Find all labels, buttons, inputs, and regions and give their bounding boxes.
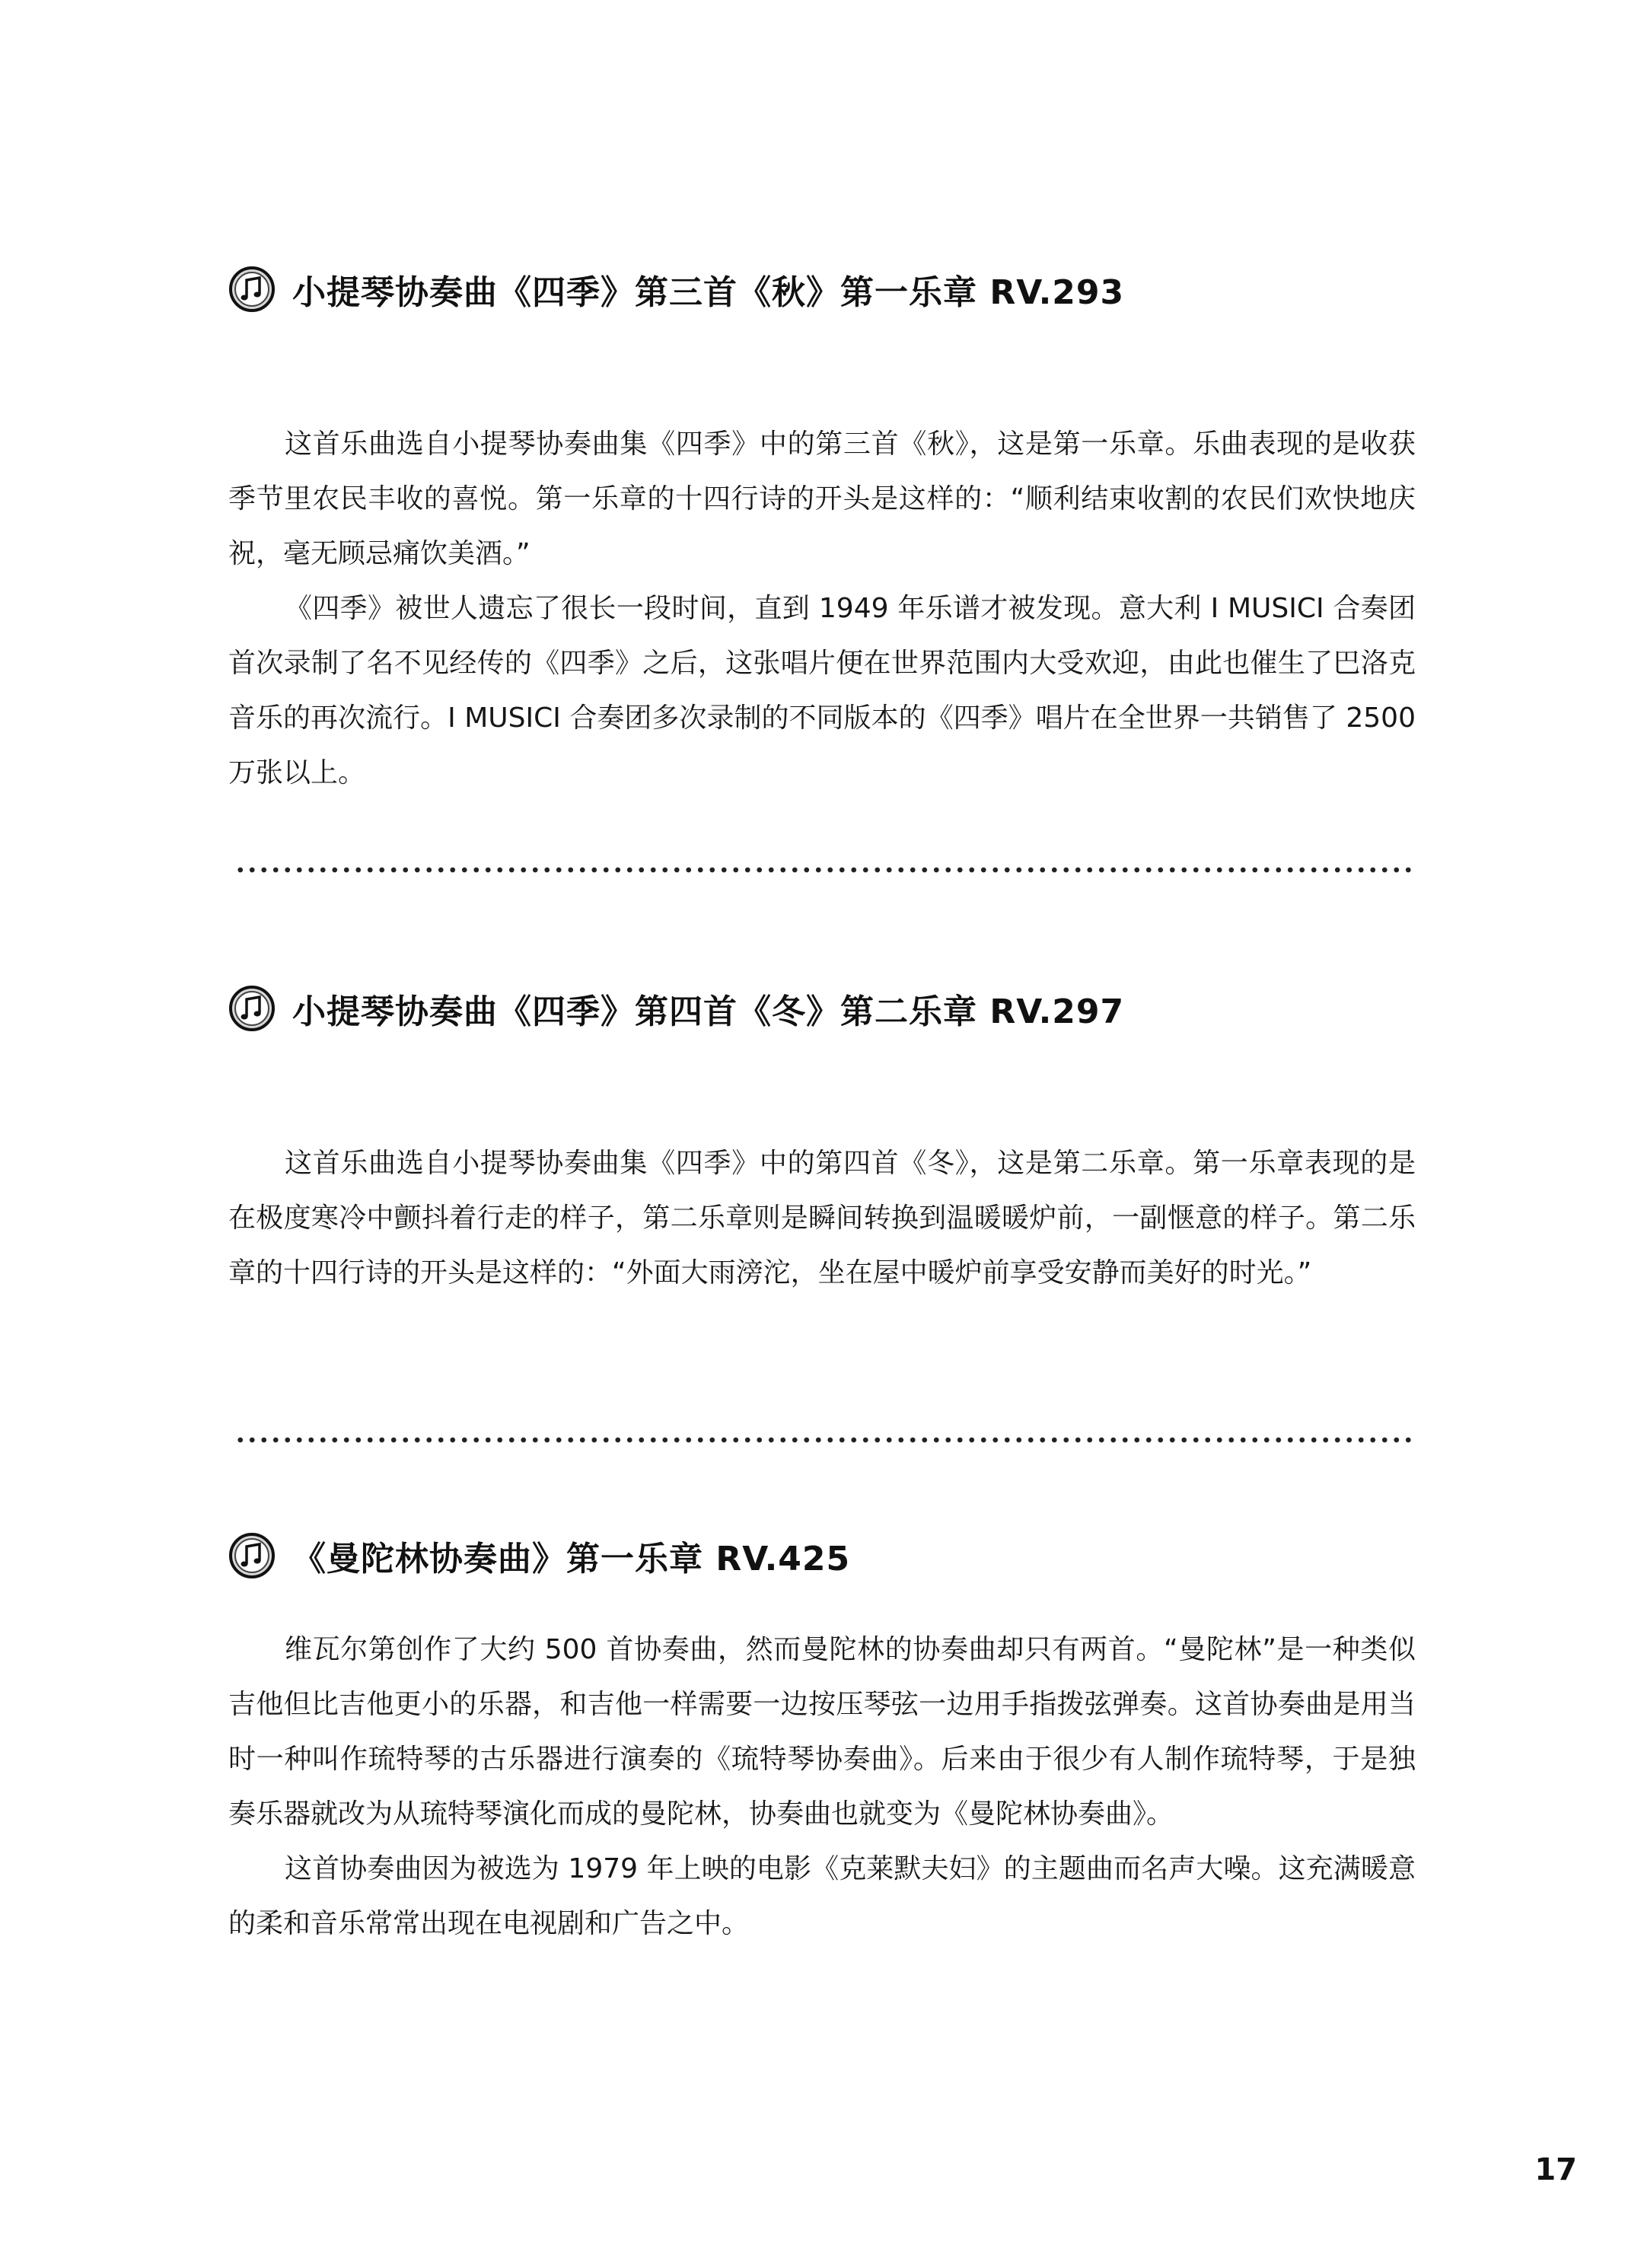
music-note-icon bbox=[228, 985, 276, 1032]
paragraph: 这首乐曲选自小提琴协奏曲集《四季》中的第三首《秋》，这是第一乐章。乐曲表现的是收获季节里农民丰收的喜悦。第一乐章的十四行诗的开头是这样的：“顺利结束收割的农民们欢快地庆祝，毫无顾忌痛饮美酒。” bbox=[228, 428, 1416, 569]
paragraph: 《四季》被世人遗忘了很长一段时间，直到 1949 年乐谱才被发现。意大利 I MUSICI 合奏团首次录制了名不见经传的《四季》之后，这张唱片便在世界范围内大受欢迎，由此也催生了巴洛克音乐的再次流行。I MUSICI 合奏团多次录制的不同版本的《四季》唱片在全世界一共销售了 2500 万张以上。 bbox=[228, 593, 1416, 788]
section-heading bbox=[228, 259, 1416, 320]
heading-title: 《曼陀林协奏曲》第一乐章 RV.425 bbox=[292, 1540, 851, 1578]
section-winter bbox=[228, 978, 1416, 1301]
heading-title: 小提琴协奏曲《四季》第三首《秋》第一乐章 RV.293 bbox=[292, 273, 1125, 312]
paragraph: 这首乐曲选自小提琴协奏曲集《四季》中的第四首《冬》，这是第二乐章。第一乐章表现的是在极度寒冷中颤抖着行走的样子，第二乐章则是瞬间转换到温暖暖炉前，一副惬意的样子。第二乐章的十四行诗的开头是这样的：“外面大雨滂沱，坐在屋中暖炉前享受安静而美好的时光。” bbox=[228, 1148, 1416, 1288]
section-heading bbox=[228, 978, 1416, 1039]
music-note-icon bbox=[228, 266, 276, 313]
page-number: 17 bbox=[1534, 2152, 1577, 2187]
section-heading bbox=[228, 1525, 1416, 1586]
paragraph: 维瓦尔第创作了大约 500 首协奏曲，然而曼陀林的协奏曲却只有两首。“曼陀林”是一种类似吉他但比吉他更小的乐器，和吉他一样需要一边按压琴弦一边用手指拨弦弹奏。这首协奏曲是用当时一种叫作琉特琴的古乐器进行演奏的《琉特琴协奏曲》。后来由于很少有人制作琉特琴，于是独奏乐器就改为从琉特琴演化而成的曼陀林，协奏曲也就变为《曼陀林协奏曲》。 bbox=[228, 1634, 1416, 1830]
heading-title: 小提琴协奏曲《四季》第四首《冬》第二乐章 RV.297 bbox=[292, 992, 1125, 1031]
section-autumn bbox=[228, 259, 1416, 801]
section-mandolin bbox=[228, 1525, 1416, 1951]
paragraph: 这首协奏曲因为被选为 1979 年上映的电影《克莱默夫妇》的主题曲而名声大噪。这充满暖意的柔和音乐常常出现在电视剧和广告之中。 bbox=[228, 1853, 1416, 1939]
music-note-icon bbox=[228, 1532, 276, 1579]
dotted-divider bbox=[234, 1437, 1416, 1443]
dotted-divider bbox=[234, 867, 1416, 873]
